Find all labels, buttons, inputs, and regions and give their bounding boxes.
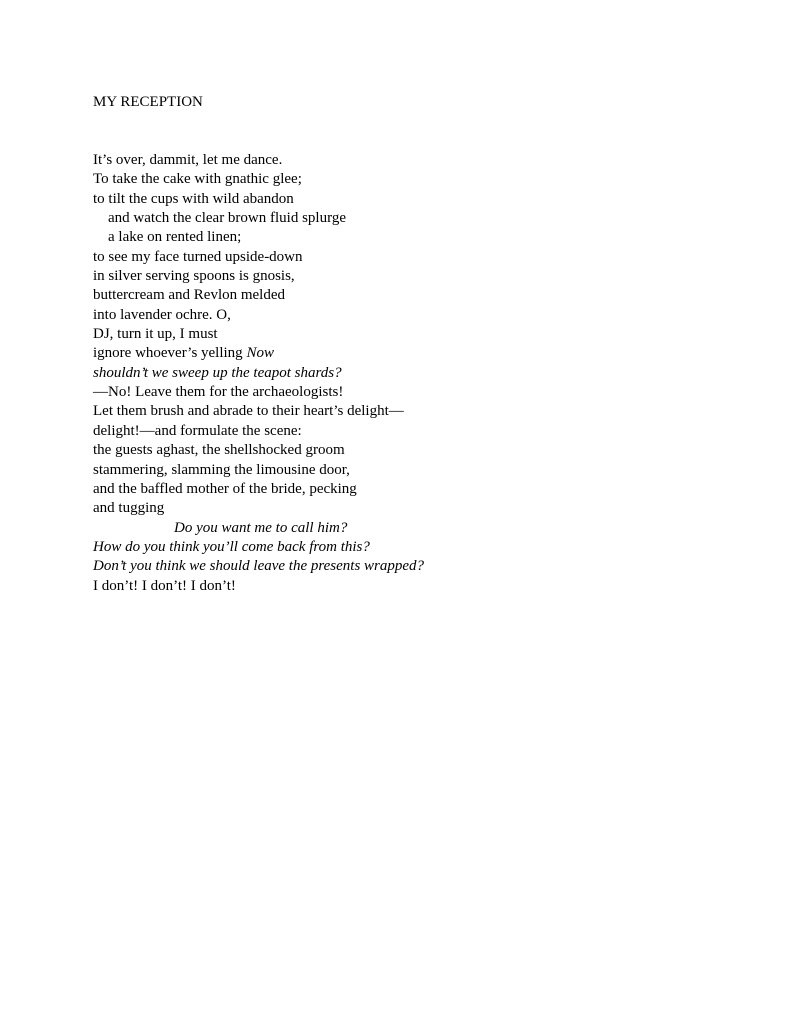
poem-line: to tilt the cups with wild abandon [93, 190, 294, 207]
poem-line-italic-text: Now [246, 345, 274, 362]
poem-line: into lavender ochre. O, [93, 306, 231, 323]
poem-line: in silver serving spoons is gnosis, [93, 268, 295, 285]
poem-title: MY RECEPTION [93, 94, 203, 110]
poem-line: Don’t you think we should leave the presents wrapped? [93, 558, 425, 575]
poem-line-text: ignore whoever’s yelling [93, 345, 247, 362]
poem-line: and the baffled mother of the bride, pecking [93, 480, 357, 497]
poem-line: buttercream and Revlon melded [93, 287, 286, 304]
poem-line: DJ, turn it up, I must [93, 326, 218, 343]
poem-line: and watch the clear brown fluid splurge [108, 210, 346, 227]
poem-line: and tugging [93, 500, 165, 517]
poem-line: To take the cake with gnathic glee; [93, 171, 302, 188]
poem-line: It’s over, dammit, let me dance. [93, 152, 283, 168]
poem-line: stammering, slamming the limousine door, [93, 461, 350, 478]
poem-line: a lake on rented linen; [108, 229, 242, 246]
poem-line: shouldn’t we sweep up the teapot shards? [93, 364, 342, 381]
poem-body [93, 151, 773, 596]
poem-line: delight!—and formulate the scene: [93, 422, 302, 439]
poem-line: —No! Leave them for the archaeologists! [93, 384, 344, 401]
poem-line [93, 344, 773, 363]
poem-line: I don’t! I don’t! I don’t! [93, 577, 236, 594]
poem-line: to see my face turned upside-down [93, 248, 303, 265]
poem-line: Let them brush and abrade to their heart’s delight— [93, 403, 404, 420]
poem-line: the guests aghast, the shellshocked groom [93, 442, 345, 459]
poem-line: Do you want me to call him? [174, 519, 348, 536]
poem-line: How do you think you’ll come back from this? [93, 538, 370, 555]
